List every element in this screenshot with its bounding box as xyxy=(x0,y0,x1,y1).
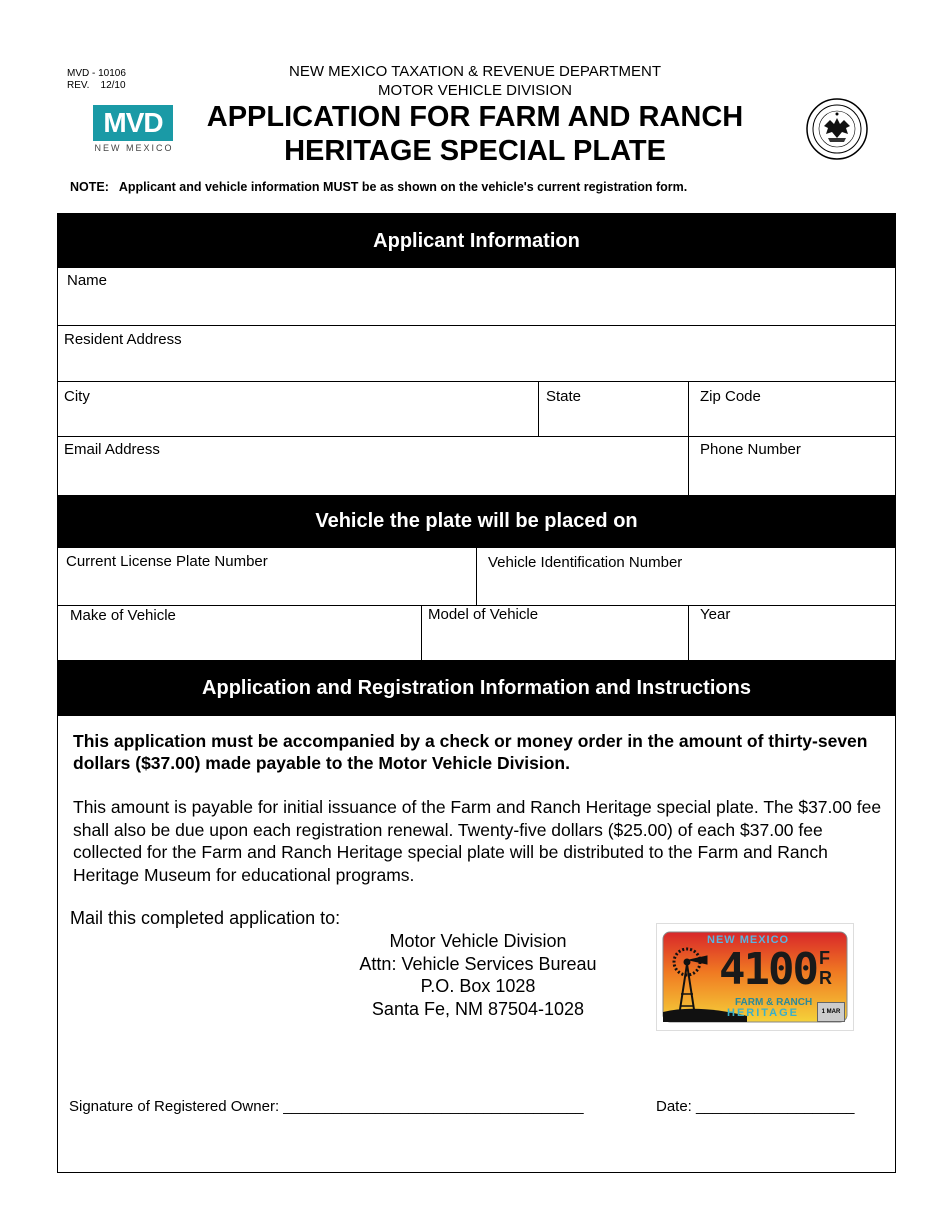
plate-number: 4100 xyxy=(719,944,817,995)
license-plate-field-label: Current License Plate Number xyxy=(66,553,268,570)
mvd-logo-subtext: NEW MEXICO xyxy=(94,143,174,153)
plate-state: NEW MEXICO xyxy=(707,934,790,946)
plate-suffix-top: F xyxy=(819,948,830,968)
owner-signature-line: Signature of Registered Owner: ____________________________________ xyxy=(69,1098,584,1115)
city-field-label: City xyxy=(64,388,90,405)
mvd-logo xyxy=(93,105,175,153)
mailing-address xyxy=(328,930,628,1020)
zip-field-label: Zip Code xyxy=(700,388,761,405)
name-field-label: Name xyxy=(67,272,108,289)
payment-requirement-text: This application must be accompanied by a check or money order in the amount of thirty-seven dollars ($37.00) made payable to the Motor Vehicle Division. xyxy=(73,731,868,773)
vin-field-label: Vehicle Identification Number xyxy=(488,554,683,571)
form-revision: REV. 12/10 xyxy=(67,80,126,91)
plate-suffix-bottom: R xyxy=(819,968,832,988)
date-line: Date: ___________________ xyxy=(656,1098,855,1115)
form-code xyxy=(67,68,126,92)
divider xyxy=(688,381,689,495)
applicant-section-heading: Applicant Information xyxy=(58,214,895,268)
divider xyxy=(58,325,895,326)
state-field-label: State xyxy=(546,388,582,405)
year-field-label: Year xyxy=(700,606,731,623)
address-line: P.O. Box 1028 xyxy=(420,976,536,996)
divider xyxy=(58,381,895,382)
divider xyxy=(538,381,539,437)
address-line: Motor Vehicle Division xyxy=(389,931,567,951)
page-title-line1: APPLICATION FOR FARM AND RANCH xyxy=(206,101,744,133)
address-field-label: Resident Address xyxy=(64,331,182,348)
phone-field-label: Phone Number xyxy=(700,441,801,458)
state-seal-icon xyxy=(806,98,868,160)
address-line: Santa Fe, NM 87504-1028 xyxy=(371,998,585,1019)
divider xyxy=(58,436,895,437)
make-field-label: Make of Vehicle xyxy=(70,607,176,624)
email-field-label: Email Address xyxy=(64,441,160,458)
plate-line2: HERITAGE xyxy=(727,1007,800,1019)
model-field-label: Model of Vehicle xyxy=(428,606,539,623)
license-plate-image xyxy=(656,923,854,1031)
address-line: Attn: Vehicle Services Bureau xyxy=(359,953,597,974)
application-form xyxy=(57,213,896,1173)
fee-description-text: This amount is payable for initial issuance of the Farm and Ranch Heritage special plate. The $37.00 fee shall also be due upon each registration renewal. Twenty-five dollars ($25.00) of each $37.00 fee collected for the Farm and Ranch Heritage special plate will be distributed to the Farm and Ranch Heritage Museum for educational programs. xyxy=(73,797,882,885)
divider xyxy=(476,548,477,606)
plate-line1: FARM & RANCH xyxy=(735,997,813,1008)
plate-sticker: 1 MAR xyxy=(817,1002,845,1022)
divider xyxy=(688,605,689,660)
form-number: MVD - 10106 xyxy=(67,68,126,79)
page-title-line2: HERITAGE SPECIAL PLATE xyxy=(284,135,666,167)
department-name: NEW MEXICO TAXATION & REVENUE DEPARTMENT xyxy=(289,63,661,80)
instructions-section-heading: Application and Registration Information and Instructions xyxy=(58,660,895,716)
divider xyxy=(421,605,422,660)
division-name: MOTOR VEHICLE DIVISION xyxy=(378,82,572,99)
mail-instructions-label: Mail this completed application to: xyxy=(70,908,341,928)
vehicle-section-heading: Vehicle the plate will be placed on xyxy=(58,495,895,548)
registration-note: NOTE: Applicant and vehicle information MUST be as shown on the vehicle's current registration form. xyxy=(70,180,688,194)
mvd-logo-text: MVD xyxy=(93,105,173,141)
